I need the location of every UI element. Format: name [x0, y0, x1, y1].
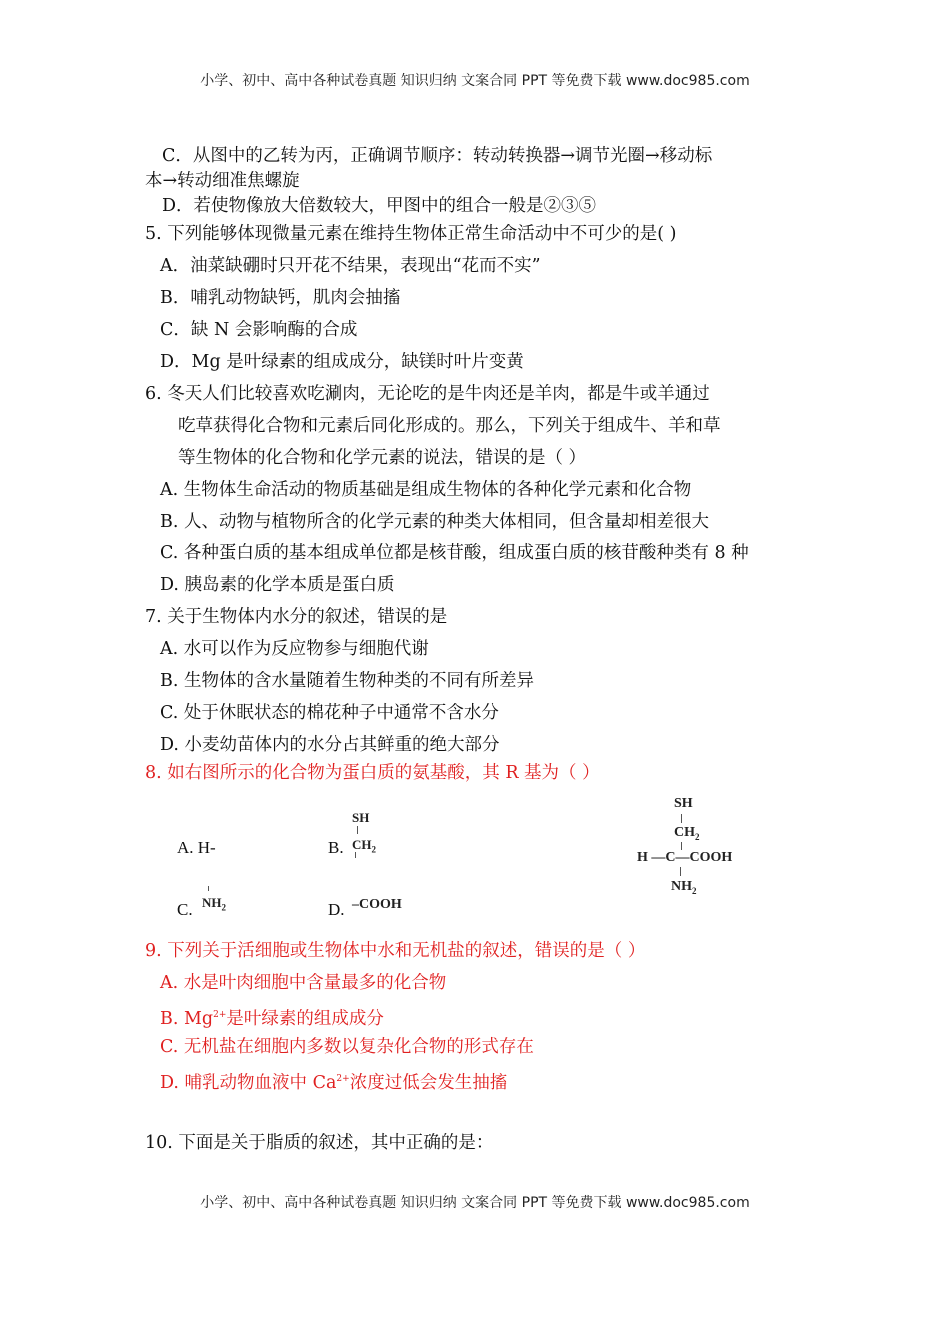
q5-option-d: D．Mg 是叶绿素的组成成分，缺镁时叶片变黄 [160, 352, 524, 372]
q10-stem: 10. 下面是关于脂质的叙述，其中正确的是： [145, 1133, 494, 1153]
q9-option-a: A. 水是叶肉细胞中含量最多的化合物 [160, 973, 447, 993]
q4-option-d: D．若使物像放大倍数较大，甲图中的组合一般是②③⑤ [162, 196, 597, 216]
q8-d-cooh: –COOH [352, 897, 402, 912]
q7-option-b: B. 生物体的含水量随着生物种类的不同有所差异 [160, 671, 534, 691]
q5-option-b: B．哺乳动物缺钙，肌肉会抽搐 [160, 288, 401, 308]
q8-c-nh2: $NH_2$ [202, 895, 226, 913]
q7-option-a: A. 水可以作为反应物参与细胞代谢 [160, 639, 429, 659]
q5-option-c: C．缺 N 会影响酶的合成 [160, 320, 358, 340]
q8-option-d: D. [328, 900, 345, 919]
q8-option-a: A. H- [177, 838, 216, 857]
formula-sh: SH [674, 796, 693, 811]
q6-stem: 6. 冬天人们比较喜欢吃涮肉，无论吃的是牛肉还是羊肉，都是牛或羊通过 [145, 384, 710, 404]
q8-stem: 8. 如右图所示的化合物为蛋白质的氨基酸，其 R 基为（ ） [145, 763, 600, 783]
q7-stem: 7. 关于生物体内水分的叙述，错误的是 [145, 607, 448, 627]
q6-option-b: B. 人、动物与植物所含的化学元素的种类大体相同，但含量却相差很大 [160, 512, 709, 532]
formula-ch2: $CH_2$ [674, 825, 700, 842]
q5-option-a: A．油菜缺硼时只开花不结果，表现出“花而不实” [160, 256, 541, 276]
page-header: 小学、初中、高中各种试卷真题 知识归纳 文案合同 PPT 等免费下载 www.doc985.com [200, 73, 750, 89]
q5-stem: 5. 下列能够体现微量元素在维持生物体正常生命活动中不可少的是( ) [145, 224, 677, 244]
q4-option-c-cont: 本→转动细准焦螺旋 [145, 171, 300, 191]
q6-option-a: A. 生物体生命活动的物质基础是组成生物体的各种化学元素和化合物 [160, 480, 692, 500]
q8-b-ch2: $CH_2$ [352, 837, 376, 855]
q8-b-sh: SH [352, 810, 370, 825]
q6-option-c: C. 各种蛋白质的基本组成单位都是核苷酸，组成蛋白质的核苷酸种类有 8 种 [160, 543, 749, 563]
q7-option-c: C. 处于休眠状态的棉花种子中通常不含水分 [160, 703, 499, 723]
q9-option-b: B. $Mg^{2+}$是叶绿素的组成成分 [160, 1008, 384, 1029]
page-footer: 小学、初中、高中各种试卷真题 知识归纳 文案合同 PPT 等免费下载 www.doc985.com [200, 1195, 750, 1211]
q6-stem-3: 等生物体的化合物和化学元素的说法，错误的是（ ） [178, 448, 587, 468]
q9-option-d: D. 哺乳动物血液中 $Ca^{2+}$浓度过低会发生抽搐 [160, 1072, 508, 1093]
q8-option-c: C. [177, 900, 193, 919]
formula-nh2: $NH_2$ [671, 879, 697, 896]
formula-main-chain: H —C—COOH [637, 850, 733, 865]
q4-option-c: C．从图中的乙转为丙，正确调节顺序：转动转换器→调节光圈→移动标 [162, 146, 713, 166]
q6-stem-2: 吃草获得化合物和元素后同化形成的。那么，下列关于组成牛、羊和草 [178, 416, 721, 436]
q9-stem: 9. 下列关于活细胞或生物体中水和无机盐的叙述，错误的是（ ） [145, 941, 646, 961]
q9-option-c: C. 无机盐在细胞内多数以复杂化合物的形式存在 [160, 1037, 534, 1057]
q8-option-b: B. [328, 838, 344, 857]
q6-option-d: D. 胰岛素的化学本质是蛋白质 [160, 575, 395, 595]
q7-option-d: D. 小麦幼苗体内的水分占其鲜重的绝大部分 [160, 735, 500, 755]
